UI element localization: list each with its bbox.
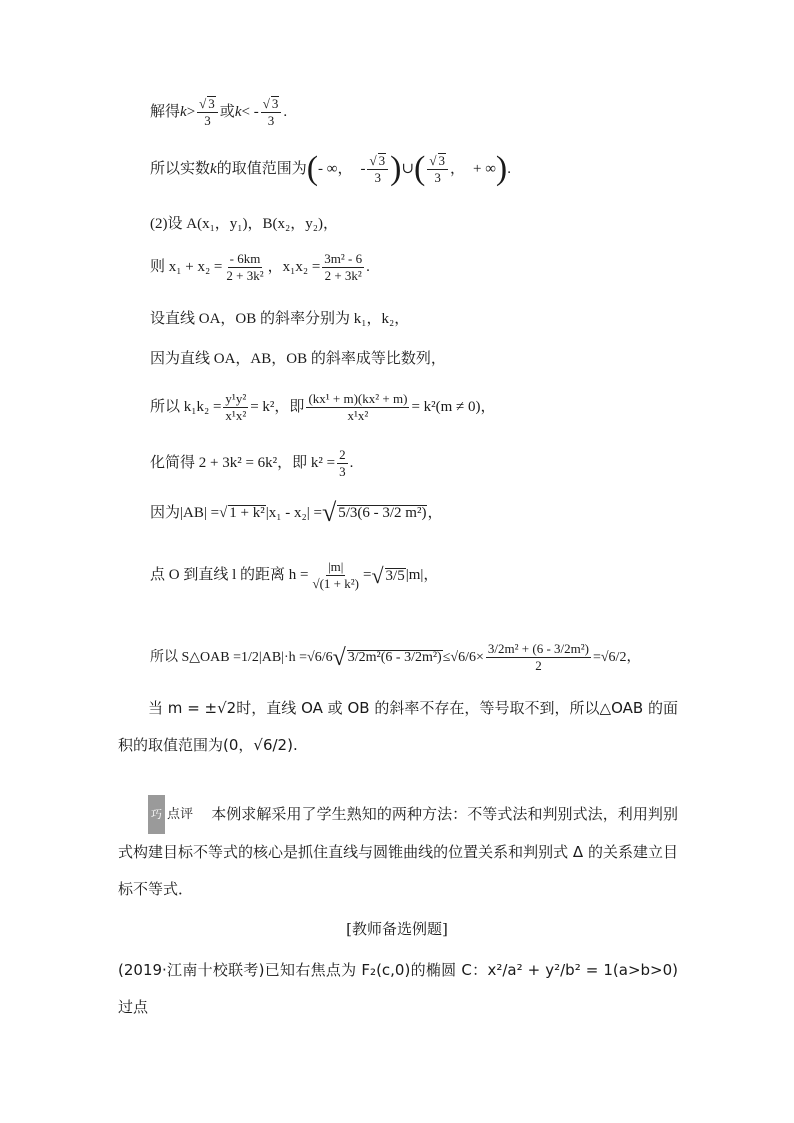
solution-line-7	[150, 392, 496, 424]
paren: (	[414, 150, 426, 187]
solution-line-6: 因为直线 OA，AB，OB 的斜率成等比数列，	[150, 351, 446, 367]
text: ×	[476, 649, 484, 665]
text: .	[349, 455, 354, 472]
example-intro	[118, 952, 678, 1026]
text: 所以 k₁k₂ =	[150, 399, 222, 416]
symbol: >	[186, 103, 196, 120]
solution-line-11	[150, 642, 640, 674]
text: ≤	[442, 649, 451, 665]
var: k	[180, 103, 187, 120]
paren: (	[306, 150, 319, 187]
var: k	[210, 160, 217, 177]
text: (2019·江南十校联考)已知右焦点为 F₂(c,0)的椭圆 C：x²/a² + y²/b² = 1(a>b>0)过点	[118, 961, 678, 1016]
text: 化简得 2 + 3k² = 6k²，即 k² =	[150, 455, 336, 472]
text: ，	[427, 504, 443, 521]
section-title: [教师备选例题]	[346, 920, 448, 938]
text: √6/6	[450, 649, 476, 665]
conclusion-paragraph	[118, 690, 678, 764]
review-label: 点评	[167, 807, 194, 822]
text: 的取值范围为	[216, 160, 307, 177]
text: 当 m = ±√2时，直线 OA 或 OB 的斜率不存在，等号取不到，所以△OAB 的面积的取值范围为(0，√6/2).	[118, 699, 678, 754]
symbol: < -	[241, 103, 259, 120]
text: + ∞	[473, 160, 496, 177]
sqrt: 3/2m²(6 - 3/2m²)	[347, 650, 442, 666]
fraction: $\frac{\text{y¹y²}}{\text{x¹x²}}$	[225, 391, 247, 424]
review-paragraph	[118, 795, 678, 908]
fraction: √ $\frac{3}{3}$	[427, 153, 448, 186]
text: 所以 S△OAB =	[150, 649, 242, 665]
text: 因为|AB| =	[150, 504, 220, 521]
text: ，x₁x₂ =	[267, 259, 321, 276]
solution-line-1	[150, 96, 287, 129]
sqrt: 5/3(6 - 3/2 m²)	[338, 505, 427, 521]
solution-line-2	[150, 152, 511, 186]
paren: )	[495, 150, 508, 187]
text: ，	[626, 649, 641, 665]
text: 所以实数	[150, 160, 211, 177]
fraction: $\frac{|m|}{\text{√(1 + k²)}}$	[312, 559, 359, 592]
text: √6/2	[600, 649, 627, 665]
solution-line-10	[150, 560, 438, 592]
fraction: $\frac{2}{3}$	[339, 447, 346, 480]
text: .	[366, 259, 370, 276]
solution-line-3: (2)设 A(x₁，y₁)，B(x₂，y₂)，	[150, 216, 338, 232]
fraction: √ $\frac{3}{3}$	[261, 96, 282, 129]
text: - ∞，	[318, 160, 353, 177]
text: √6/6	[307, 649, 333, 665]
solution-line-4	[150, 252, 370, 284]
text: =	[363, 567, 372, 584]
text: ，	[450, 160, 466, 177]
fraction: $\frac{- 6km}{\text{2 + 3k²}}$	[226, 251, 264, 284]
text: = k²(m ≠ 0)，	[411, 399, 496, 416]
text: 则 x₁ + x₂ =	[150, 259, 223, 276]
var: k	[234, 103, 242, 120]
text: =	[592, 649, 601, 665]
solution-line-5: 设直线 OA，OB 的斜率分别为 k₁，k₂，	[150, 311, 410, 327]
text: |x₁ - x₂| =	[265, 504, 322, 521]
solution-line-8	[150, 448, 353, 480]
text: 本例求解采用了学生熟知的两种方法：不等式法和判别式法，利用判别式构建目标不等式的核心是抓住直线与圆锥曲线的位置关系和判别式 Δ 的关系建立目标不等式．	[118, 805, 678, 898]
fraction: $\frac{\text{(kx¹ + m)(kx² + m)}}{\text{x¹x²}}$	[308, 391, 408, 424]
text: |AB|·h =	[258, 649, 308, 665]
fraction: √ $\frac{3}{3}$	[197, 96, 218, 129]
paren: )	[390, 150, 402, 187]
text: .	[507, 160, 511, 177]
fraction: $\frac{\text{3m² - 6}}{\text{2 + 3k²}}$	[324, 251, 363, 284]
text: -	[360, 160, 366, 177]
review-tag-icon: 巧	[148, 795, 165, 834]
fraction: $\frac{\text{3/2m² + (6 - 3/2m²)}}{2}$	[487, 641, 589, 674]
symbol: ∪	[401, 160, 415, 177]
sqrt: 3/5	[385, 567, 405, 584]
text: 点 O 到直线 l 的距离 h =	[150, 567, 309, 584]
text: = k²，即	[250, 399, 305, 416]
sqrt: 1 + k²	[229, 505, 265, 521]
text: 解得	[150, 103, 181, 120]
text: |m|，	[405, 567, 439, 584]
fraction: √ $\frac{3}{3}$	[367, 153, 388, 186]
text: 1/2	[241, 649, 259, 665]
solution-line-9	[150, 500, 442, 526]
text: 或	[219, 103, 235, 120]
text: .	[283, 103, 288, 120]
